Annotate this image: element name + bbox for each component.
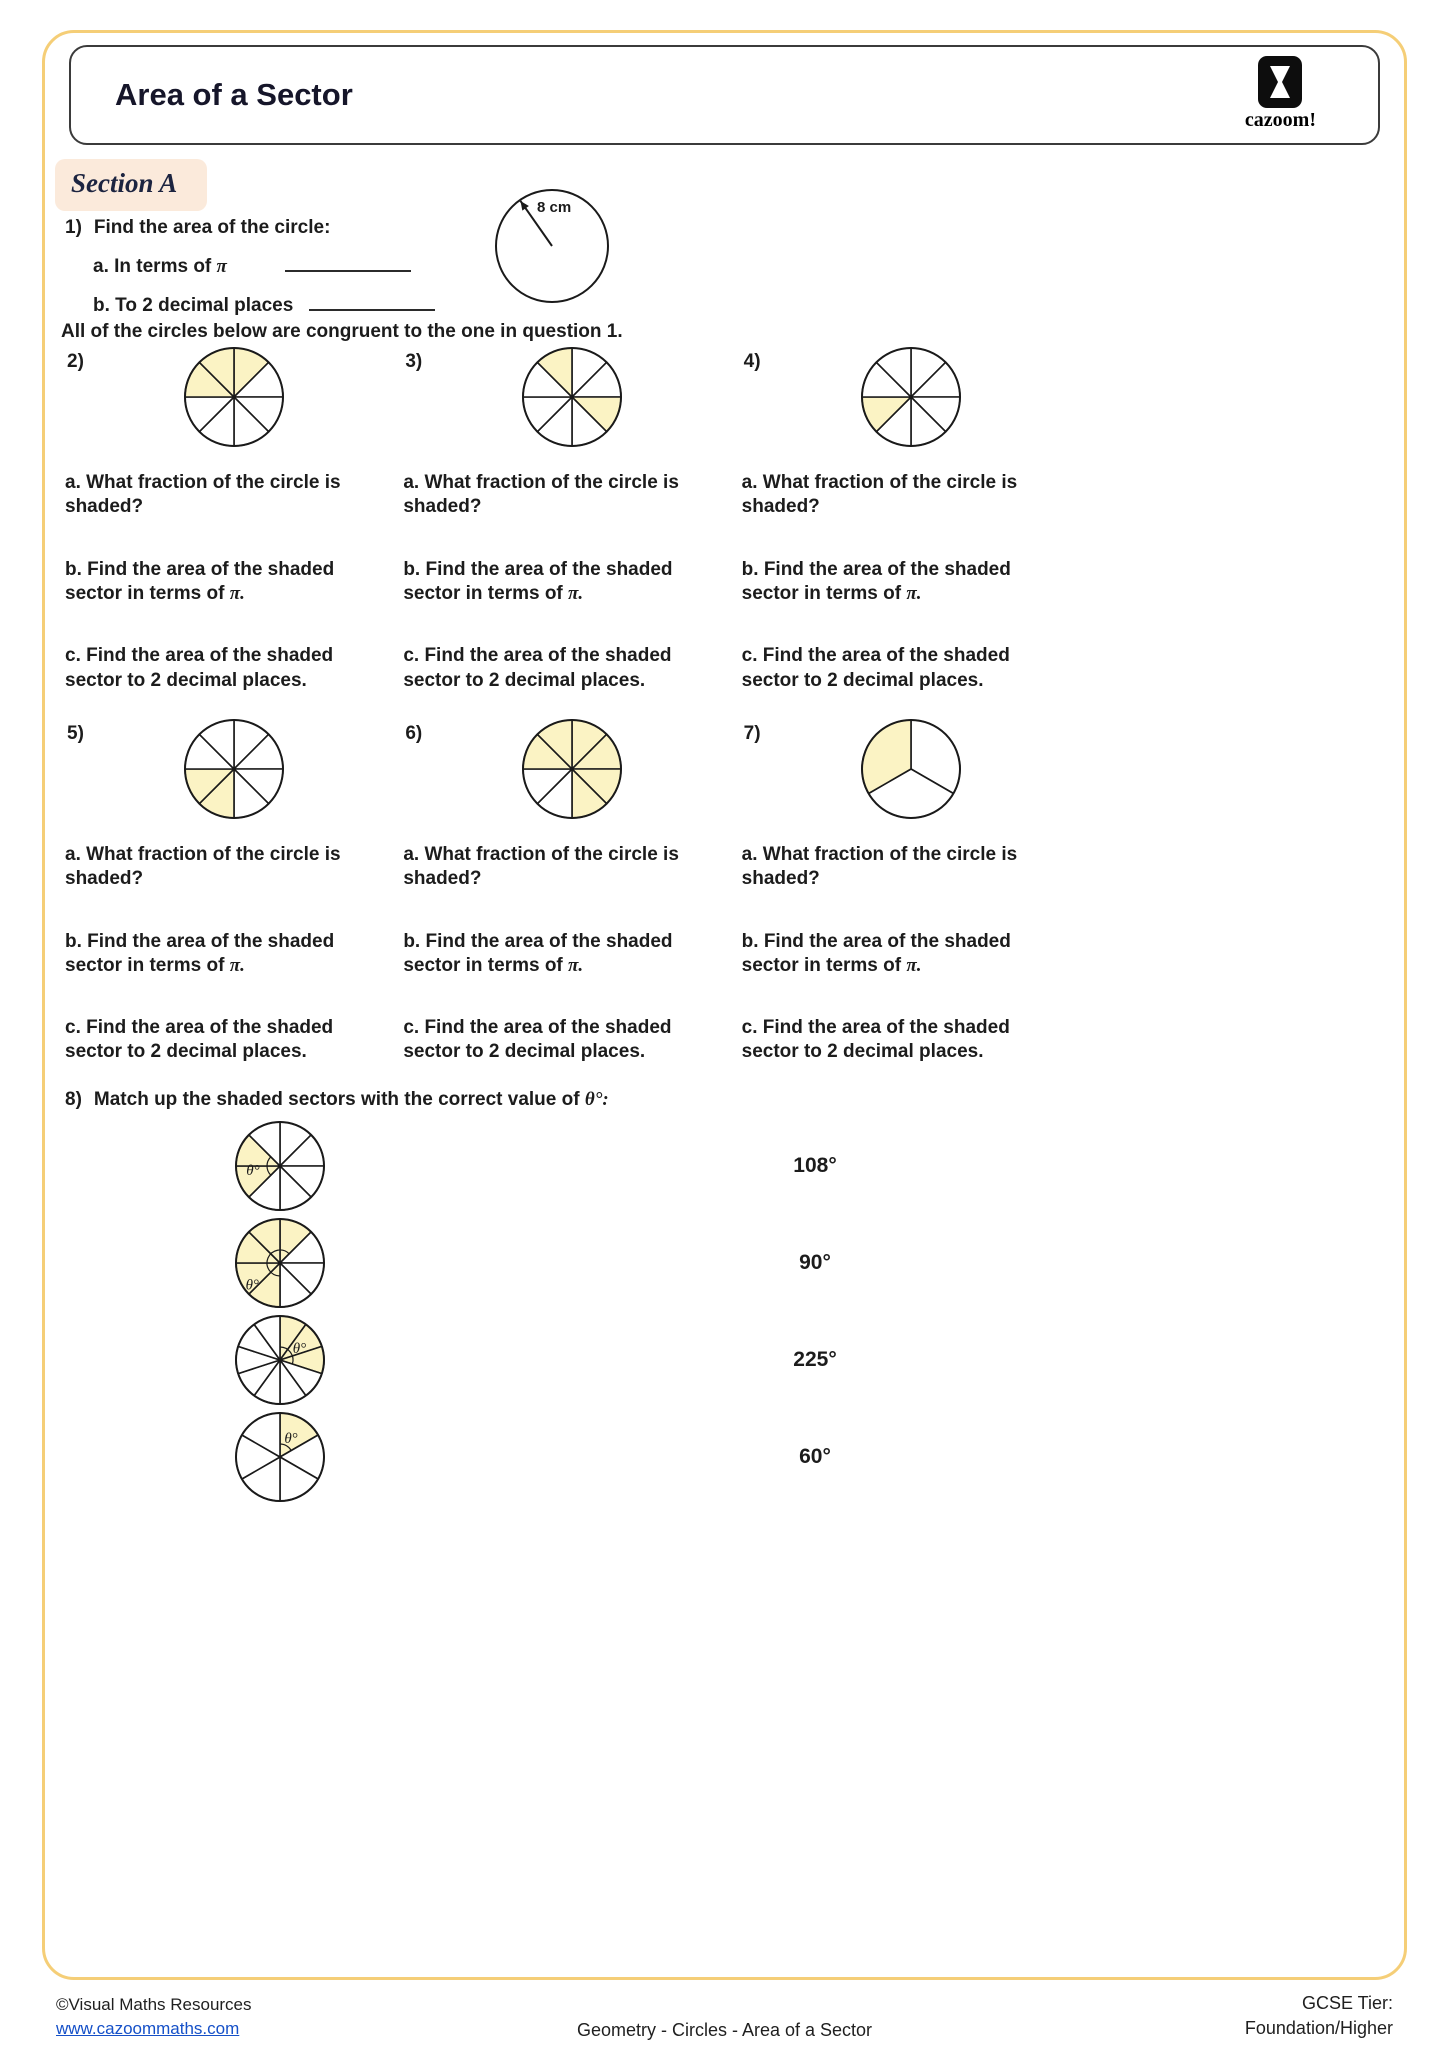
subpart-c: c. Find the area of the shaded sector to 2 decimal places. <box>403 645 672 691</box>
subpart-a: a. What fraction of the circle is shaded? <box>403 843 679 890</box>
question-3 <box>403 345 741 693</box>
subpart-c: c. Find the area of the shaded sector to 2 decimal places. <box>741 645 1010 691</box>
match-row-1 <box>65 1117 1165 1214</box>
question-text: Find the area of the circle: <box>93 217 331 238</box>
sector-circle-q5 <box>182 717 286 821</box>
subpart-a: a. What fraction of the circle is shaded? <box>65 472 341 518</box>
subpart-b <box>403 558 718 607</box>
pi-symbol: π. <box>229 582 245 604</box>
footer-link[interactable]: www.cazoommaths.com <box>56 2019 240 2039</box>
subpart-a: a. What fraction of the circle is shaded? <box>65 843 341 890</box>
cazoom-logo-icon <box>1258 56 1302 108</box>
question-3-head <box>403 345 741 459</box>
question-number: 6) <box>405 722 423 744</box>
copyright-text: ©Visual Maths Resources <box>56 1995 252 2015</box>
question-number: 1) <box>65 217 82 238</box>
subpart-c: c. Find the area of the shaded sector to 2 decimal places. <box>65 1017 334 1063</box>
part-b-label: b. To 2 decimal places <box>93 295 294 316</box>
question-1-prompt <box>65 217 715 239</box>
svg-text:θ°: θ° <box>246 1162 260 1179</box>
svg-text:8 cm: 8 cm <box>537 199 572 216</box>
question-number: 4) <box>743 351 761 372</box>
question-4-head <box>742 345 1080 459</box>
subpart-a: a. What fraction of the circle is shaded? <box>741 843 1018 890</box>
question-7 <box>742 717 1080 1065</box>
question-number: 2) <box>67 351 84 372</box>
question-1-part-a <box>65 256 715 278</box>
match-value-4: 60° <box>799 1444 831 1468</box>
pi-symbol: π. <box>568 582 584 604</box>
subpart-b-text: b. Find the area of the shaded sector in terms of <box>403 558 673 604</box>
subpart-b <box>742 558 1057 607</box>
pi-symbol: π <box>216 256 227 277</box>
match-value-2: 90° <box>799 1250 831 1274</box>
question-5-head <box>65 717 403 831</box>
subpart-a: a. What fraction of the circle is shaded? <box>403 472 679 518</box>
subpart-c: c. Find the area of the shaded sector to 2 decimal places. <box>403 1017 672 1063</box>
question-8 <box>65 1089 1165 1505</box>
question-text: Match up the shaded sectors with the correct value of <box>93 1089 580 1110</box>
match-circle-1 <box>233 1119 327 1213</box>
subpart-b-text: b. Find the area of the shaded sector in terms of <box>65 558 335 604</box>
svg-text:θ°: θ° <box>292 1340 307 1357</box>
question-2 <box>65 345 403 693</box>
question-2-head <box>65 345 403 459</box>
match-row-2 <box>65 1214 1165 1311</box>
subpart-b-text: b. Find the area of the shaded sector in terms of <box>741 930 1011 976</box>
subpart-c: c. Find the area of the shaded sector to 2 decimal places. <box>65 645 334 691</box>
footer-right <box>1245 1991 1393 2041</box>
subpart-b <box>403 930 718 979</box>
pi-symbol: π. <box>568 954 584 976</box>
footer <box>56 1988 1393 2044</box>
question-7-head <box>742 717 1080 831</box>
question-1 <box>65 199 715 317</box>
sector-circle-q3 <box>520 345 624 449</box>
match-circle-4 <box>233 1410 327 1504</box>
cazoom-logo-text: cazoom! <box>1244 109 1316 131</box>
subpart-b <box>742 930 1057 979</box>
tier-label: GCSE Tier: <box>1301 1992 1393 2013</box>
match-row-4 <box>65 1408 1165 1505</box>
header <box>69 45 1380 145</box>
question-number: 8) <box>65 1089 82 1110</box>
question-number: 7) <box>743 722 761 744</box>
section-heading: Section A <box>55 159 207 211</box>
question-number: 5) <box>67 722 84 744</box>
sector-circle-q7 <box>859 717 963 821</box>
question-1-part-b <box>65 295 715 317</box>
subpart-b <box>65 558 380 607</box>
sector-circle-q6 <box>520 717 624 821</box>
subpart-b-text: b. Find the area of the shaded sector in terms of <box>403 930 673 976</box>
subpart-b-text: b. Find the area of the shaded sector in terms of <box>65 930 335 976</box>
question-4 <box>742 345 1080 693</box>
sector-circle-q4 <box>859 345 963 449</box>
answer-blank-a <box>285 257 411 272</box>
match-list <box>65 1117 1165 1505</box>
pi-symbol: π. <box>229 954 245 976</box>
pi-symbol: π. <box>906 954 922 976</box>
match-circle-2 <box>233 1216 327 1310</box>
footer-topic: Geometry - Circles - Area of a Sector <box>576 2020 873 2040</box>
subpart-c: c. Find the area of the shaded sector to 2 decimal places. <box>741 1017 1010 1063</box>
subpart-b-text: b. Find the area of the shaded sector in terms of <box>741 558 1011 604</box>
subpart-b <box>65 930 380 979</box>
footer-left <box>56 1993 252 2041</box>
answer-blank-b <box>309 296 435 311</box>
cazoom-logo <box>1245 56 1316 132</box>
svg-text:θ°: θ° <box>245 1277 259 1294</box>
sector-circle-q2 <box>182 345 286 449</box>
subpart-a: a. What fraction of the circle is shaded? <box>741 472 1018 518</box>
question-8-prompt <box>65 1089 1165 1111</box>
questions-grid <box>65 345 1080 1065</box>
svg-text:θ°: θ° <box>284 1430 298 1447</box>
match-circle-3 <box>233 1313 327 1407</box>
worksheet-border <box>42 30 1407 1980</box>
tier-value: Foundation/Higher <box>1244 2017 1393 2038</box>
part-a-label: a. In terms of <box>93 256 212 277</box>
match-value-1: 108° <box>793 1153 837 1177</box>
radius-circle-diagram <box>493 187 611 305</box>
match-value-3: 225° <box>793 1347 837 1371</box>
question-6 <box>403 717 741 1065</box>
pi-symbol: π. <box>906 582 922 604</box>
question-5 <box>65 717 403 1065</box>
page-title: Area of a Sector <box>115 77 353 112</box>
congruent-note: All of the circles below are congruent to the one in question 1. <box>61 321 623 342</box>
question-6-head <box>403 717 741 831</box>
question-number: 3) <box>405 351 423 372</box>
match-row-3 <box>65 1311 1165 1408</box>
theta-symbol: θ°: <box>584 1089 609 1110</box>
